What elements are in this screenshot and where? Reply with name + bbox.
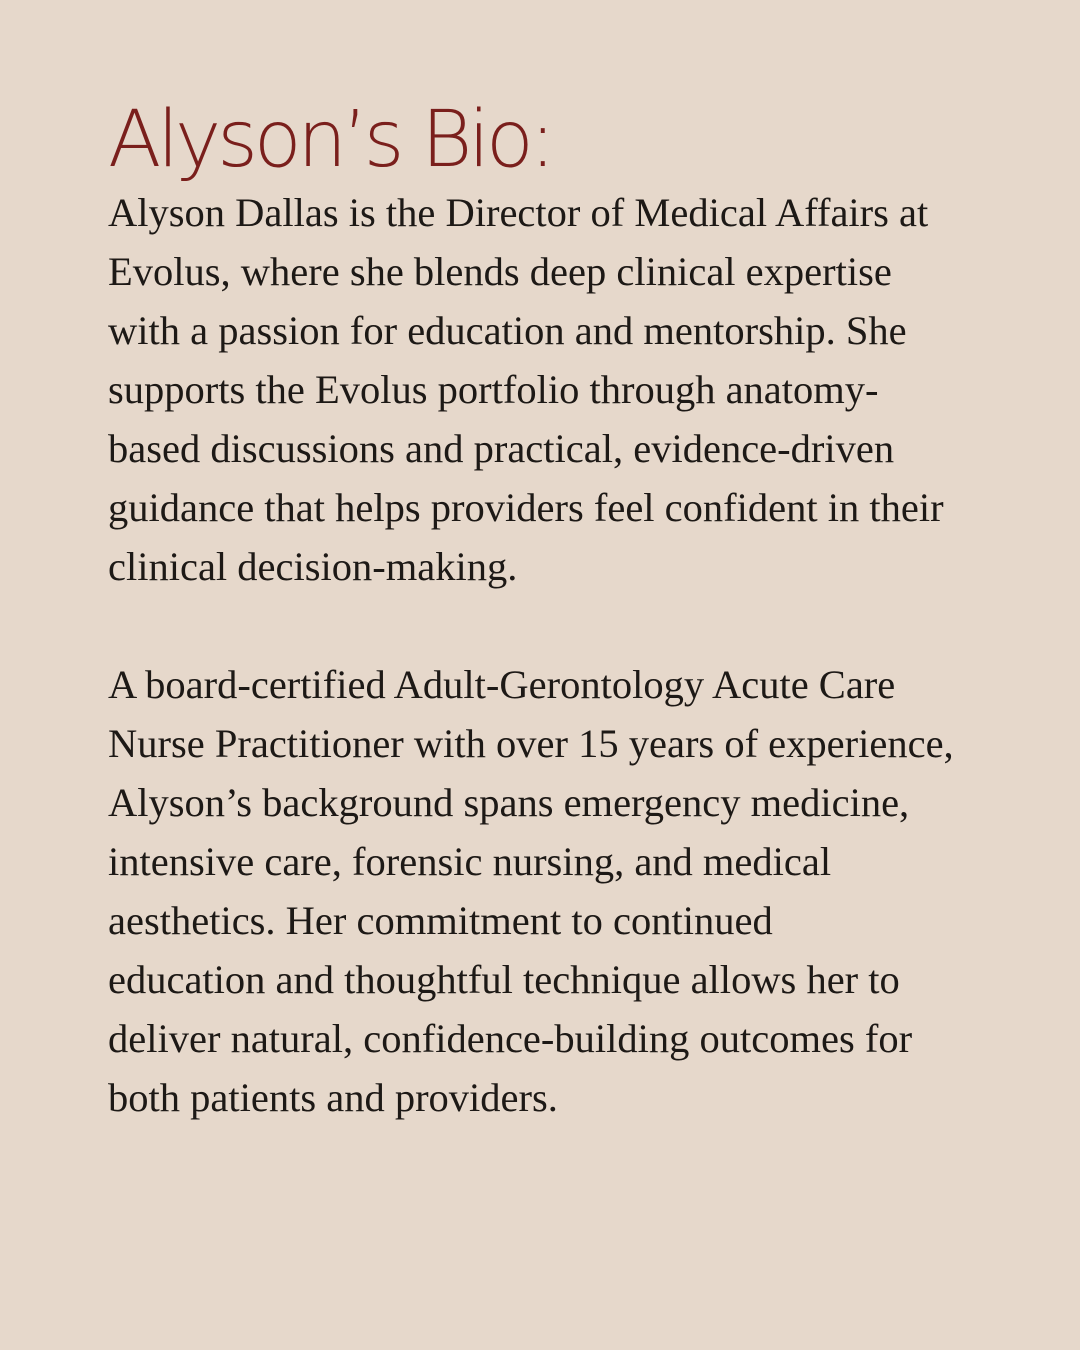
bio-paragraph-1: Alyson Dallas is the Director of Medical Affairs at Evolus, where she blends deep clinical expertise with a passion for education and mentorship. She supports the Evolus portfolio through anatomy- based discussions and practical, evidence-driven guidance that helps providers feel confident in their clinical decision-making. bbox=[108, 190, 944, 589]
bio-paragraph-2: A board-certified Adult-Gerontology Acute Care Nurse Practitioner with over 15 years of experience, Alyson’s background spans emergency medicine, intensive care, forensic nursing, and medical aesthetics. Her commitment to continued education and thoughtful technique allows her to deliver natural, confidence-building outcomes for both patients and providers. bbox=[108, 662, 954, 1120]
page-title: Alyson’s Bio: bbox=[108, 95, 552, 185]
